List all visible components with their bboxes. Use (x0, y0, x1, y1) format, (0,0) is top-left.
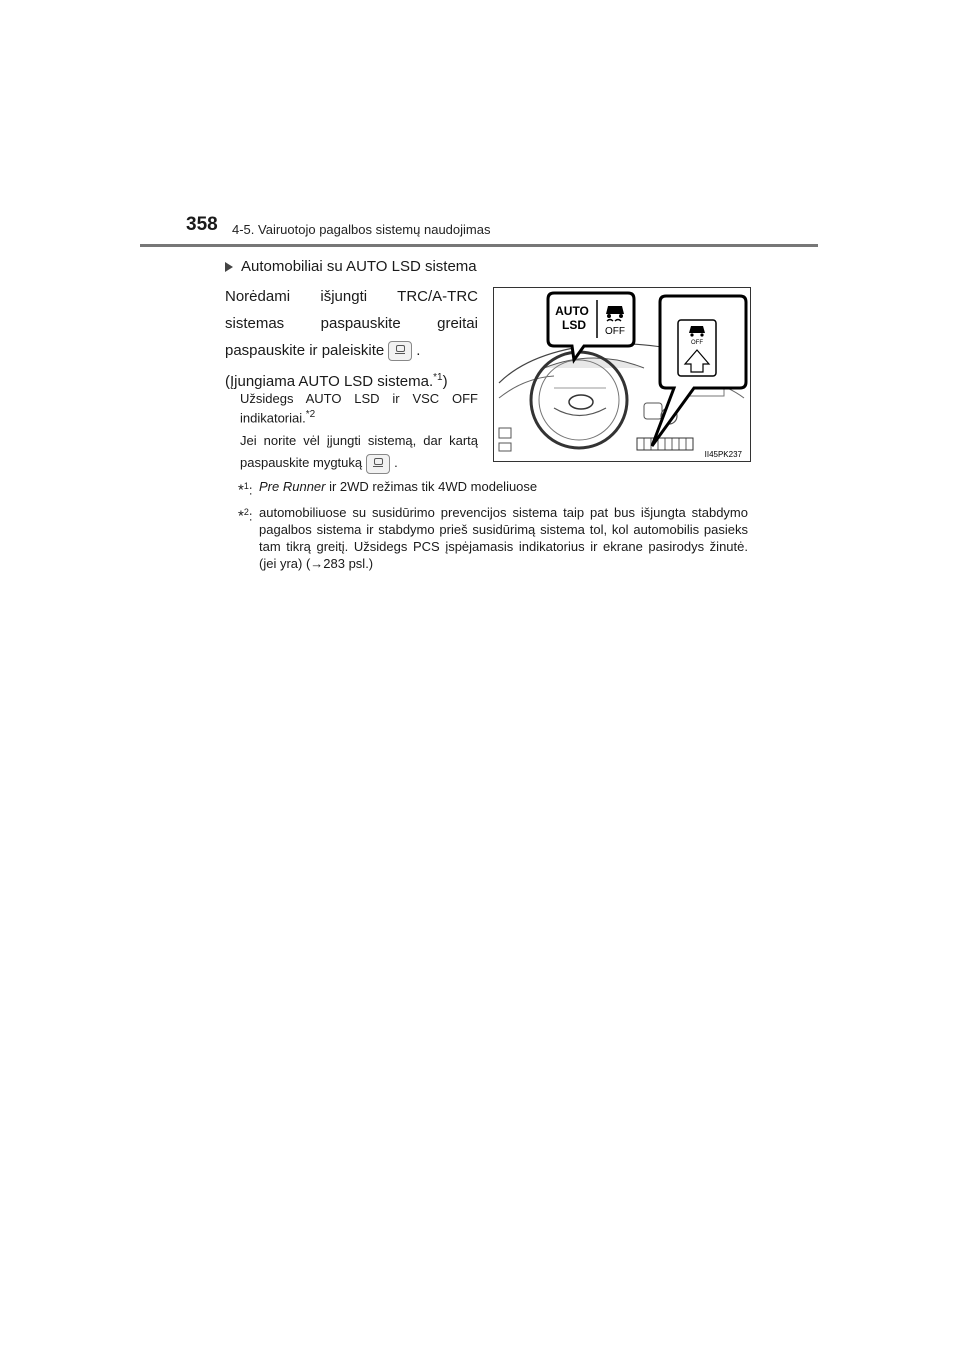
main-instruction: Norėdami išjungti TRC/A-TRC sistemas paspauskite greitai paspauskite ir paleiskite . (Įjungiama AUTO LSD sistema.$^{*1}$) (225, 288, 478, 390)
footnote-1-marker: *$^1$: (238, 481, 253, 499)
note-reenable-text: Jei norite vėl įjungti sistemą, dar kartą paspauskite mygtuką (240, 433, 478, 470)
triangle-bullet-icon (225, 262, 233, 272)
page-number: 358 (186, 214, 218, 235)
note-reenable-end: . (394, 455, 398, 470)
note-indicators (240, 391, 478, 426)
footnote-1-text: ir 2WD režimas tik 4WD modeliuose (325, 479, 538, 494)
footnote-1 (238, 478, 748, 498)
note-reenable (240, 430, 478, 474)
label-lsd: LSD (562, 318, 586, 332)
label-off-small: OFF (691, 340, 703, 346)
label-auto: AUTO (555, 304, 589, 318)
footnote-ref-2: *2 (305, 409, 316, 420)
vsc-off-button-icon-2 (366, 454, 390, 474)
section-title: 4-5. Vairuotojo pagalbos sistemų naudojimas (232, 222, 491, 237)
instruction-note-prefix: (Įjungiama AUTO LSD sistema. (225, 373, 434, 390)
footnote-1-italic: Pre Runner (259, 479, 326, 494)
dashboard-svg (494, 288, 750, 461)
footnote-2-marker: *$^2$: (238, 507, 253, 525)
footnote-ref-1: *1 (433, 372, 443, 383)
vsc-off-button-icon (388, 341, 412, 361)
footnote-2-text: automobiliuose su susidūrimo prevencijos sistema taip pat bus išjungta stabdymo pagalbos sistema ir stabdymo prieš susidūrimą sistema tol, kol automobilis pasieks tam tikrą greitį. Užsidegs PCS įspėjamasis indikatorius ir ekrane pasirodys žinutė. (jei yra) (→283 psl.) (259, 505, 748, 571)
note-indicators-text: Užsidegs AUTO LSD ir VSC OFF indikatoriai. (240, 391, 478, 426)
instruction-note-suffix: ) (442, 373, 448, 390)
dashboard-illustration (493, 287, 751, 462)
footnote-2 (238, 504, 748, 572)
bullet-heading-text: Automobiliai su AUTO LSD sistema (241, 258, 477, 275)
figure-code: II45PK237 (704, 450, 742, 459)
header-rule (140, 244, 818, 247)
label-off: OFF (605, 326, 625, 337)
bullet-heading (225, 258, 477, 275)
instruction-text: Norėdami išjungti TRC/A-TRC sistemas paspauskite greitai paspauskite ir paleiskite (225, 288, 478, 359)
